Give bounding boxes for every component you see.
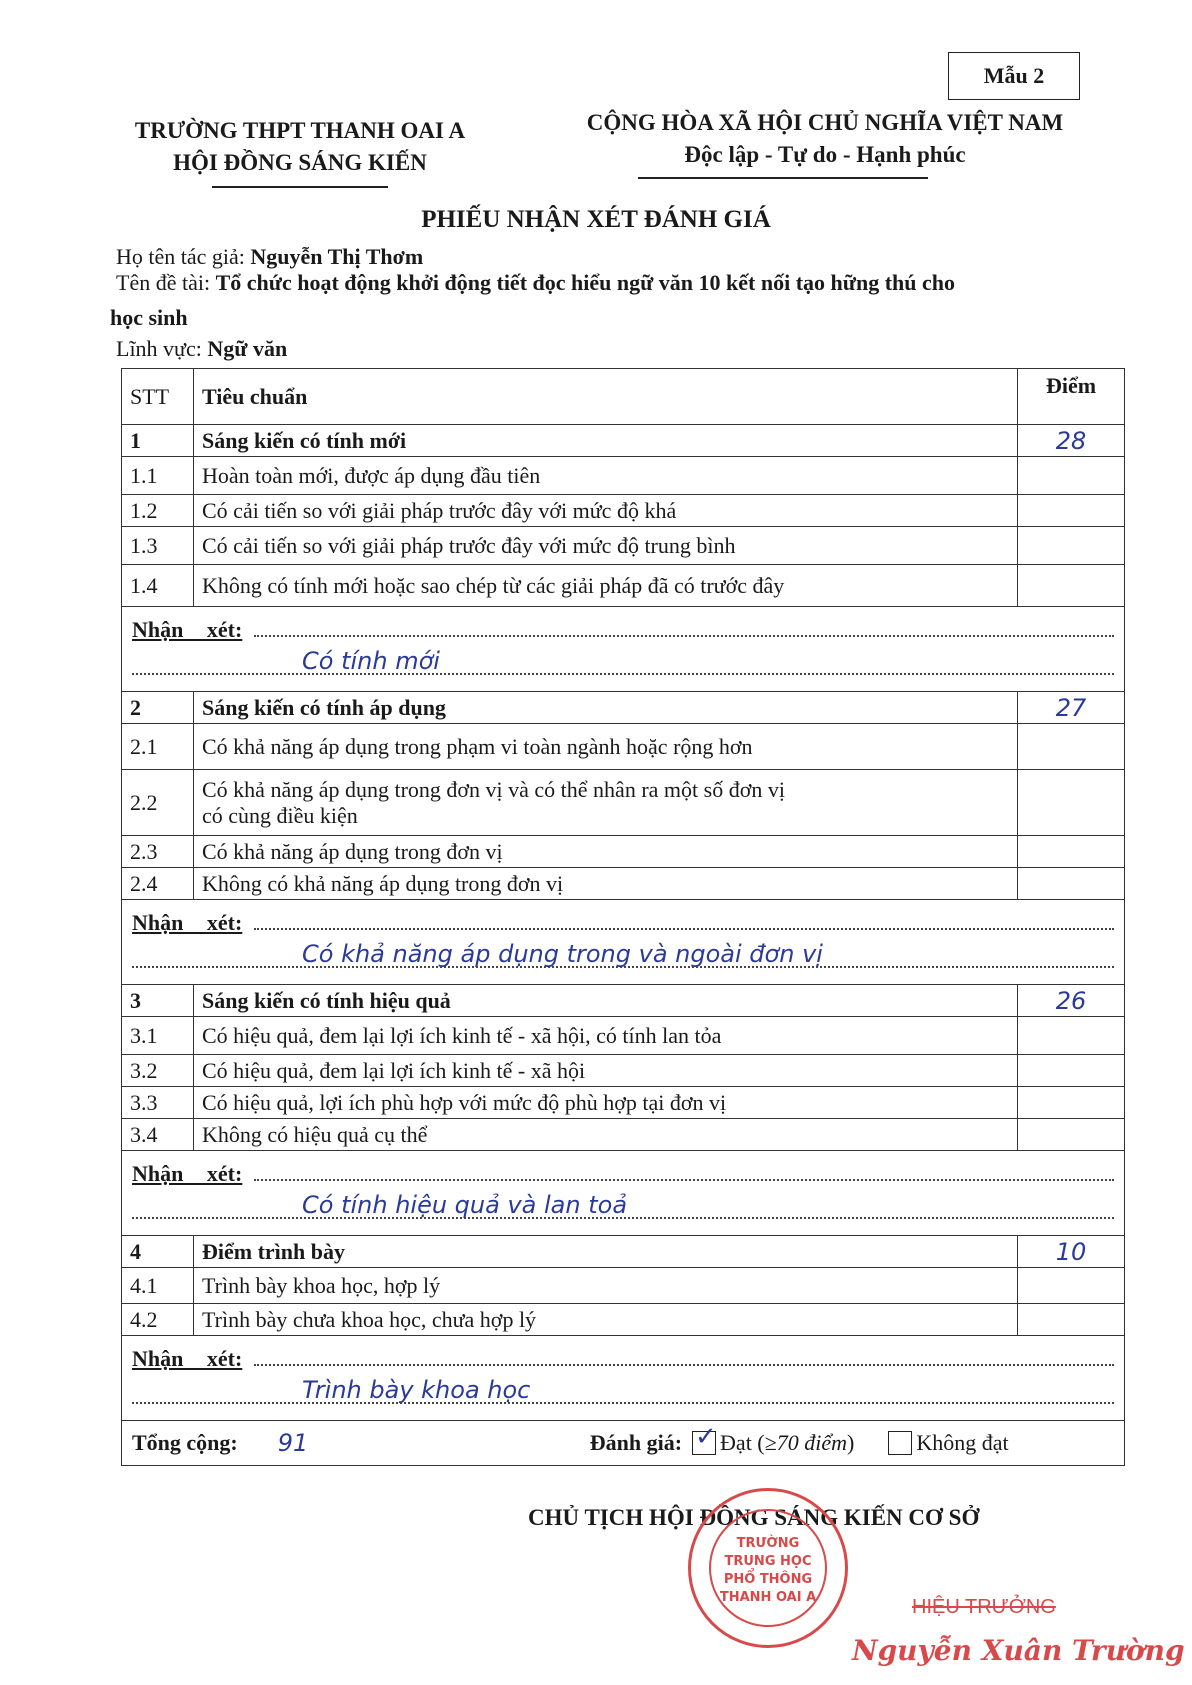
- form-code-box: Mẫu 2: [948, 52, 1080, 100]
- total-row: [122, 1421, 1125, 1466]
- table-row: [122, 527, 1125, 565]
- item-no: 4.2: [122, 1304, 194, 1336]
- comment-cell: [122, 1336, 1125, 1421]
- table-row: [122, 457, 1125, 495]
- item-no: 3.1: [122, 1017, 194, 1055]
- item-score: [1018, 1304, 1125, 1336]
- author-row: [116, 244, 423, 270]
- topic-value-cont: học sinh: [110, 305, 188, 330]
- field-value: Ngữ văn: [207, 336, 288, 361]
- item-text: Không có khả năng áp dụng trong đơn vị: [194, 868, 1018, 900]
- item-score: [1018, 1055, 1125, 1087]
- comment-row: [122, 900, 1125, 985]
- table-row: [122, 495, 1125, 527]
- item-text: Trình bày chưa khoa học, chưa hợp lý: [194, 1304, 1018, 1336]
- comment-handwriting: Trình bày khoa học: [302, 1376, 531, 1404]
- item-text: Có cải tiến so với giải pháp trước đây với mức độ khá: [194, 495, 1018, 527]
- signature-name: Nguyễn Xuân Trường: [852, 1634, 1185, 1667]
- check-icon: ✓: [695, 1422, 717, 1452]
- table-row: [122, 1119, 1125, 1151]
- item-score: [1018, 770, 1125, 836]
- table-row: [122, 1017, 1125, 1055]
- topic-value: Tổ chức hoạt động khởi động tiết đọc hiểu ngữ văn 10 kết nối tạo hững thú cho: [215, 270, 956, 295]
- item-no: 1.3: [122, 527, 194, 565]
- item-score: [1018, 1268, 1125, 1304]
- comment-cell: [122, 900, 1125, 985]
- item-text: Không có tính mới hoặc sao chép từ các giải pháp đã có trước đây: [194, 565, 1018, 607]
- comment-cell: [122, 1151, 1125, 1236]
- section-score: [1018, 1236, 1125, 1268]
- section-row: [122, 985, 1125, 1017]
- comment-label: Nhận xét:: [132, 1346, 243, 1371]
- section-title: Sáng kiến có tính hiệu quả: [194, 985, 1018, 1017]
- section-no: 1: [122, 425, 194, 457]
- school-underline: [212, 186, 388, 188]
- table-row: [122, 1304, 1125, 1336]
- total-label: Tổng cộng:: [132, 1430, 238, 1455]
- comment-handwriting: Có tính hiệu quả và lan toả: [302, 1191, 628, 1219]
- item-score: [1018, 565, 1125, 607]
- item-no: 2.1: [122, 724, 194, 770]
- item-score: [1018, 495, 1125, 527]
- header-score: Điểm: [1018, 369, 1125, 425]
- item-text: Có khả năng áp dụng trong đơn vị: [194, 836, 1018, 868]
- evaluation-table: [121, 368, 1125, 1466]
- item-score: [1018, 527, 1125, 565]
- section-row: [122, 692, 1125, 724]
- item-text-line1: Có khả năng áp dụng trong đơn vị và có thể nhân ra một số đơn vị: [202, 776, 785, 802]
- field-label: Lĩnh vực:: [116, 336, 202, 361]
- comment-label: Nhận xét:: [132, 617, 243, 642]
- table-row: [122, 1055, 1125, 1087]
- school-stamp: TRƯỜNG TRUNG HỌC PHỔ THÔNG THANH OAI A: [688, 1488, 848, 1648]
- signature-heading: CHỦ TỊCH HỘI ĐỒNG SÁNG KIẾN CƠ SỞ: [528, 1505, 980, 1530]
- comment-cell: [122, 607, 1125, 692]
- table-row: [122, 836, 1125, 868]
- field-row: [116, 336, 287, 362]
- header-stt: STT: [122, 369, 194, 425]
- comment-row: [122, 1151, 1125, 1236]
- section-score: [1018, 425, 1125, 457]
- item-text: [194, 770, 1018, 836]
- table-header: [122, 369, 1125, 425]
- score-value: 28: [1055, 426, 1087, 455]
- topic-label: Tên đề tài:: [116, 270, 211, 295]
- table-row: [122, 868, 1125, 900]
- item-no: 4.1: [122, 1268, 194, 1304]
- item-text: Có hiệu quả, đem lại lợi ích kinh tế - xã hội: [194, 1055, 1018, 1087]
- score-value: 26: [1055, 986, 1087, 1015]
- section-title: Sáng kiến có tính mới: [194, 425, 1018, 457]
- item-score: [1018, 457, 1125, 495]
- section-no: 2: [122, 692, 194, 724]
- table-row: [122, 770, 1125, 836]
- nation-underline: [638, 177, 928, 179]
- item-no: 1.4: [122, 565, 194, 607]
- comment-row: [122, 1336, 1125, 1421]
- item-no: 3.2: [122, 1055, 194, 1087]
- topic-row: [116, 270, 1116, 296]
- item-no: 1.1: [122, 457, 194, 495]
- item-text: Hoàn toàn mới, được áp dụng đầu tiên: [194, 457, 1018, 495]
- header-criteria: Tiêu chuẩn: [194, 369, 1018, 425]
- item-no: 2.4: [122, 868, 194, 900]
- evaluation-label: Đánh giá:: [589, 1430, 683, 1455]
- nation-name: CỘNG HÒA XÃ HỘI CHỦ NGHĨA VIỆT NAM: [586, 110, 1064, 135]
- pass-label: Đạt (≥70 điểm): [720, 1430, 855, 1455]
- total-cell: [122, 1421, 1125, 1466]
- item-no: 3.4: [122, 1119, 194, 1151]
- form-title: PHIẾU NHẬN XÉT ĐÁNH GIÁ: [421, 206, 771, 233]
- section-score: [1018, 692, 1125, 724]
- school-name: TRƯỜNG THPT THANH OAI A: [134, 118, 466, 143]
- comment-row: [122, 607, 1125, 692]
- table-row: [122, 1087, 1125, 1119]
- pass-checkbox[interactable]: [692, 1422, 717, 1455]
- comment-handwriting: Có khả năng áp dụng trong và ngoài đơn vị: [302, 940, 823, 968]
- fail-checkbox[interactable]: [888, 1431, 912, 1455]
- item-text-line2: có cùng điều kiện: [202, 802, 358, 828]
- total-value: 91: [277, 1429, 309, 1457]
- fail-label: Không đạt: [916, 1430, 1009, 1455]
- table-row: [122, 1268, 1125, 1304]
- item-text: Trình bày khoa học, hợp lý: [194, 1268, 1018, 1304]
- author-label: Họ tên tác giả:: [116, 244, 245, 269]
- item-text: Không có hiệu quả cụ thể: [194, 1119, 1018, 1151]
- section-title: Điểm trình bày: [194, 1236, 1018, 1268]
- score-value: 10: [1055, 1237, 1087, 1266]
- score-value: 27: [1055, 693, 1087, 722]
- item-no: 1.2: [122, 495, 194, 527]
- author-value: Nguyễn Thị Thơm: [250, 244, 424, 269]
- item-no: 2.2: [122, 770, 194, 836]
- section-title: Sáng kiến có tính áp dụng: [194, 692, 1018, 724]
- section-row: [122, 1236, 1125, 1268]
- council-name: HỘI ĐỒNG SÁNG KIẾN: [173, 150, 427, 175]
- nation-motto: Độc lập - Tự do - Hạnh phúc: [684, 142, 966, 167]
- item-text: Có cải tiến so với giải pháp trước đây với mức độ trung bình: [194, 527, 1018, 565]
- item-text: Có khả năng áp dụng trong phạm vi toàn ngành hoặc rộng hơn: [194, 724, 1018, 770]
- comment-label: Nhận xét:: [132, 910, 243, 935]
- section-row: [122, 425, 1125, 457]
- item-score: [1018, 1119, 1125, 1151]
- item-score: [1018, 868, 1125, 900]
- section-no: 3: [122, 985, 194, 1017]
- signature-role: HIỆU TRƯỞNG: [912, 1596, 1056, 1618]
- section-no: 4: [122, 1236, 194, 1268]
- item-text: Có hiệu quả, lợi ích phù hợp với mức độ phù hợp tại đơn vị: [194, 1087, 1018, 1119]
- item-no: 3.3: [122, 1087, 194, 1119]
- item-score: [1018, 724, 1125, 770]
- item-score: [1018, 836, 1125, 868]
- table-row: [122, 724, 1125, 770]
- comment-handwriting: Có tính mới: [302, 647, 440, 675]
- topic-row-2: [110, 305, 188, 331]
- item-score: [1018, 1087, 1125, 1119]
- table-row: [122, 565, 1125, 607]
- item-score: [1018, 1017, 1125, 1055]
- item-text: Có hiệu quả, đem lại lợi ích kinh tế - xã hội, có tính lan tỏa: [194, 1017, 1018, 1055]
- item-no: 2.3: [122, 836, 194, 868]
- section-score: [1018, 985, 1125, 1017]
- comment-label: Nhận xét:: [132, 1161, 243, 1186]
